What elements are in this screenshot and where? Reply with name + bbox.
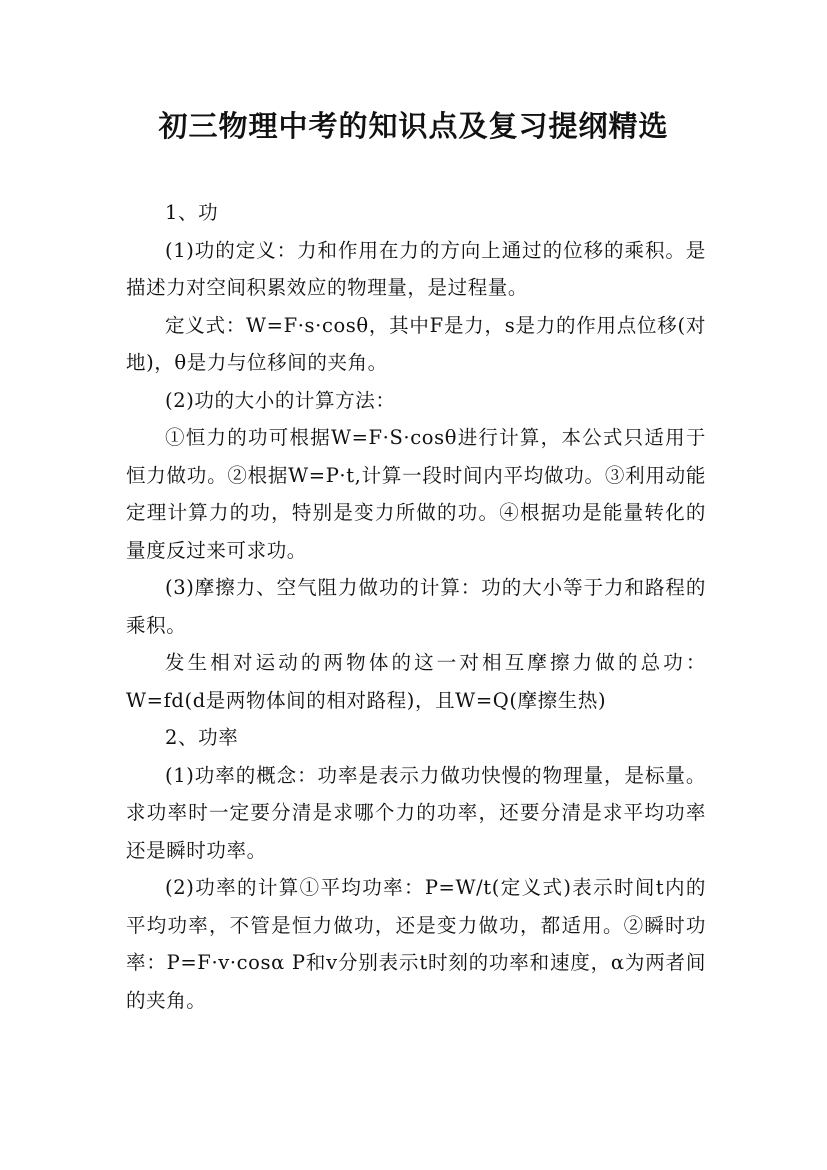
- document-body: [126, 194, 706, 1019]
- paragraph-work-calc-methods: ①恒力的功可根据W=F·S·cosθ进行计算，本公式只适用于恒力做功。②根据W=P·t,计算一段时间内平均做功。③利用动能定理计算力的功，特别是变力所做的功。④根据功是能量转化的量度反过来可求功。: [126, 426, 706, 562]
- paragraph-power-concept: (1)功率的概念：功率是表示力做功快慢的物理量，是标量。求功率时一定要分清是求哪个力的功率，还要分清是求平均功率还是瞬时功率。: [126, 763, 706, 862]
- paragraph-power-calculation: (2)功率的计算①平均功率：P=W/t(定义式)表示时间t内的平均功率，不管是恒力做功，还是变力做功，都适用。②瞬时功率：P=F·v·cosα P和v分别表示t时刻的功率和速度，α为两者间的夹角。: [126, 876, 706, 1012]
- paragraph-work-formula: 定义式：W=F·s·cosθ，其中F是力，s是力的作用点位移(对地)，θ是力与位移间的夹角。: [126, 313, 706, 374]
- paragraph-friction-work: (3)摩擦力、空气阻力做功的计算：功的大小等于力和路程的乘积。: [126, 576, 706, 637]
- document-title: 初三物理中考的知识点及复习提纲精选: [158, 109, 669, 143]
- section-heading-work: 1、功: [165, 201, 219, 224]
- paragraph-work-definition: (1)功的定义：力和作用在力的方向上通过的位移的乘积。是描述力对空间积累效应的物理量，是过程量。: [126, 238, 706, 299]
- paragraph-friction-total-work: 发生相对运动的两物体的这一对相互摩擦力做的总功：W=fd(d是两物体间的相对路程)，且W=Q(摩擦生热): [126, 651, 706, 712]
- paragraph-work-calc-heading: (2)功的大小的计算方法：: [165, 388, 396, 412]
- section-heading-power: 2、功率: [165, 726, 239, 749]
